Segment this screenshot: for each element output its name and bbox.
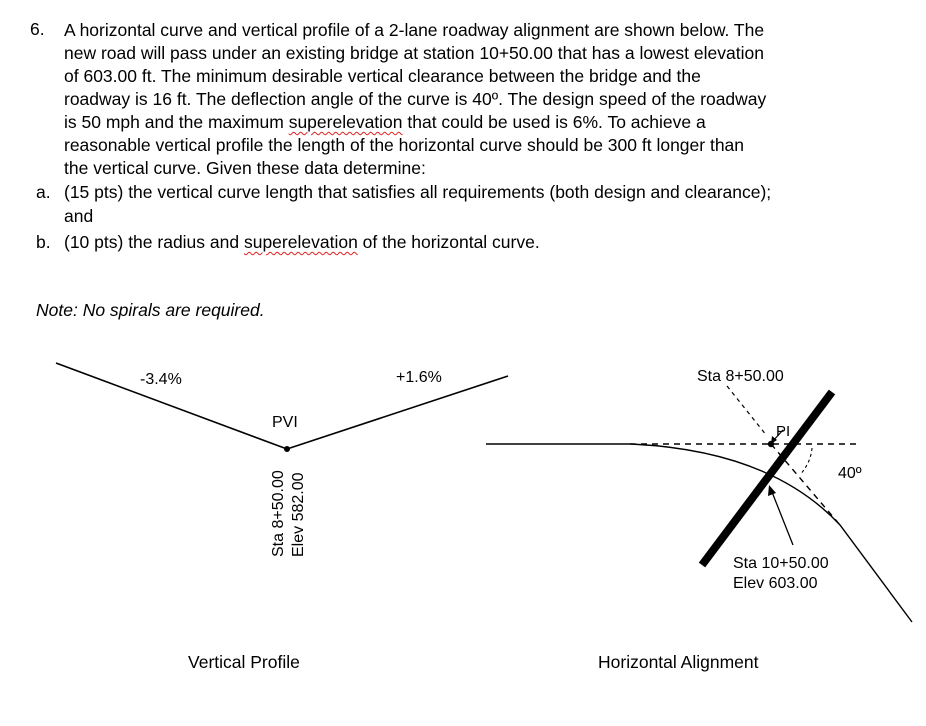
grade-line-right bbox=[287, 376, 508, 449]
question-line-2: new road will pass under an existing bridge at station 10+50.00 that has a lowest elevation bbox=[64, 43, 764, 63]
vertical-profile-caption: Vertical Profile bbox=[188, 652, 300, 672]
pi-label: PI bbox=[776, 423, 791, 440]
spell-check-word: superelevation bbox=[288, 112, 403, 132]
question-line-4: roadway is 16 ft. The deflection angle of the curve is 40º. The design speed of the roadway bbox=[64, 89, 767, 109]
horizontal-alignment-diagram bbox=[486, 368, 912, 672]
pvi-station-label: Sta 8+50.00 bbox=[270, 470, 287, 557]
bridge-station-leader bbox=[772, 492, 793, 545]
part-b-label: b. bbox=[36, 232, 51, 252]
part-b-start: (10 pts) the radius and bbox=[64, 232, 244, 252]
pvi-point bbox=[284, 446, 290, 452]
bridge bbox=[702, 392, 832, 565]
question-line-6: reasonable vertical profile the length of the horizontal curve should be 300 ft longer than bbox=[64, 135, 745, 155]
question-line-1: A horizontal curve and vertical profile of a 2-lane roadway alignment are shown below. The bbox=[64, 20, 765, 40]
deflection-angle-arc bbox=[800, 448, 812, 475]
grade-right-label: +1.6% bbox=[396, 369, 442, 386]
part-a-continuation: and bbox=[64, 206, 94, 226]
bridge-arrowhead bbox=[768, 485, 776, 496]
part-b-end: of the horizontal curve. bbox=[357, 232, 540, 252]
deflection-angle-label: 40º bbox=[838, 465, 862, 482]
vertical-profile-diagram bbox=[56, 363, 508, 672]
spell-check-word: superelevation bbox=[243, 232, 358, 252]
pi-station-leader bbox=[727, 386, 767, 436]
bridge-station-label: Sta 10+50.00 bbox=[733, 555, 829, 572]
question-number: 6. bbox=[30, 19, 45, 39]
pvi-elevation-label: Elev 582.00 bbox=[290, 472, 307, 557]
line-5-end: that could be used is 6%. To achieve a bbox=[402, 112, 706, 132]
pi-station-label: Sta 8+50.00 bbox=[697, 368, 784, 385]
pvi-label: PVI bbox=[272, 414, 298, 431]
grade-left-label: -3.4% bbox=[140, 371, 182, 388]
part-a-label: a. bbox=[36, 182, 51, 202]
question-line-7: the vertical curve. Given these data determine: bbox=[64, 158, 426, 178]
horizontal-alignment-caption: Horizontal Alignment bbox=[598, 652, 759, 672]
part-a-text: (15 pts) the vertical curve length that satisfies all requirements (both design and clearance); bbox=[64, 182, 772, 202]
question-line-3: of 603.00 ft. The minimum desirable vertical clearance between the bridge and the bbox=[64, 66, 701, 86]
note-text: Note: No spirals are required. bbox=[36, 300, 265, 320]
bridge-elevation-label: Elev 603.00 bbox=[733, 575, 818, 592]
line-5-start: is 50 mph and the maximum bbox=[64, 112, 289, 132]
